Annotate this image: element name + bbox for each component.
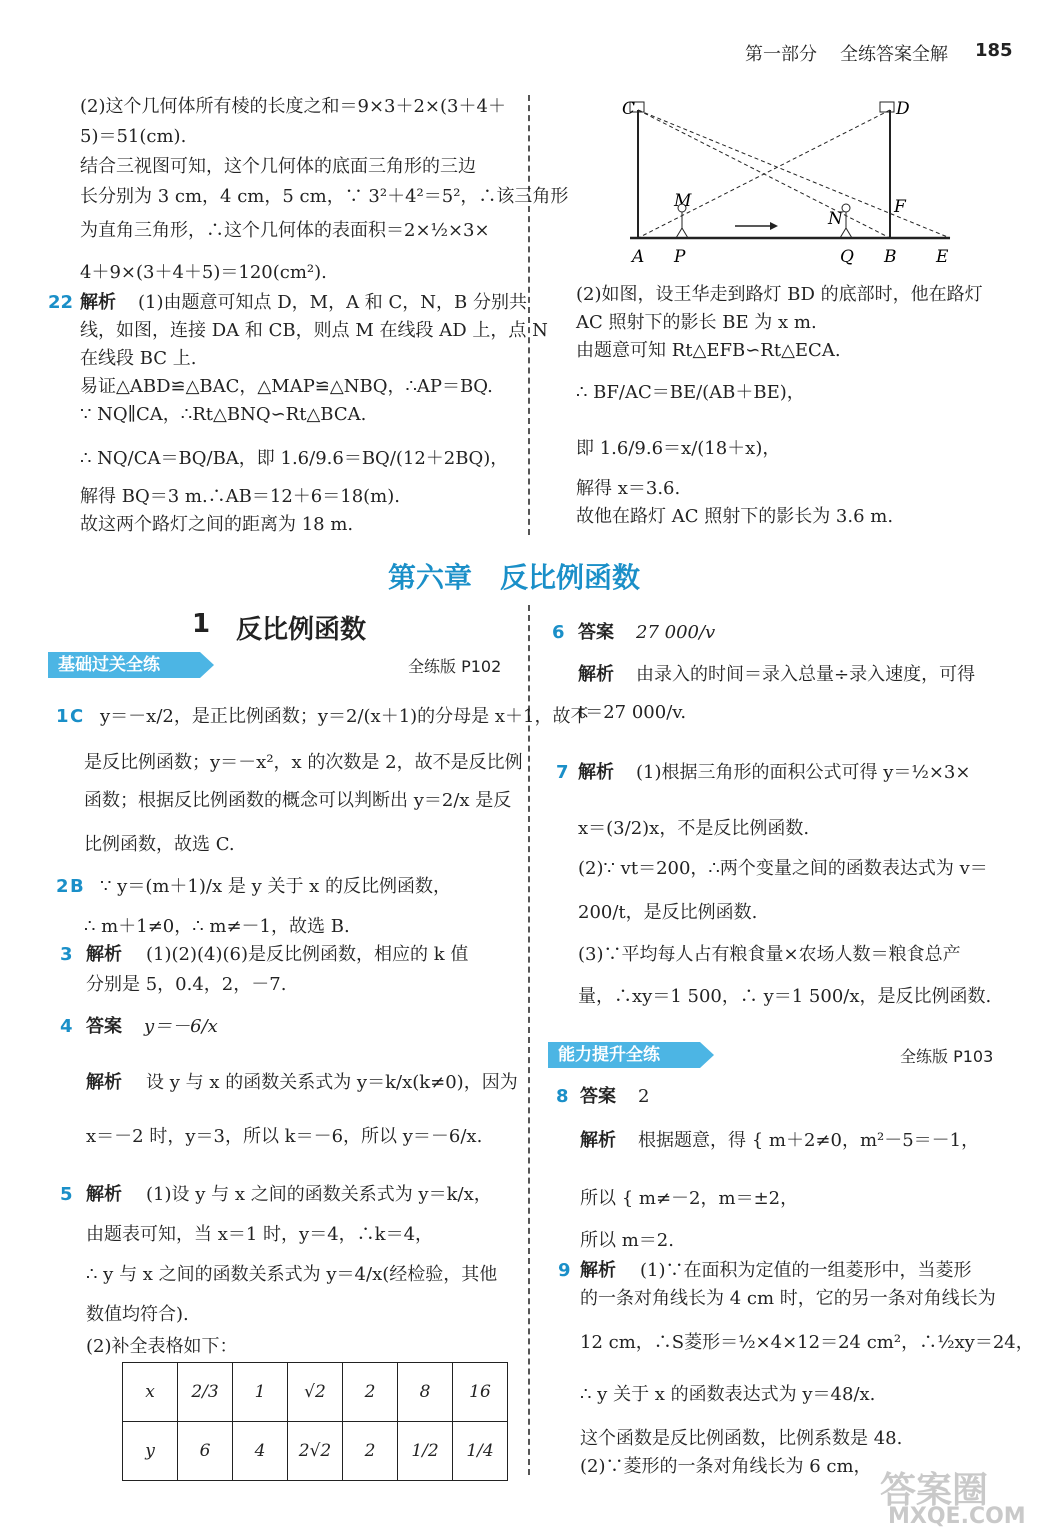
text-line: 所以 { m≠－2，m＝±2， xyxy=(580,1188,799,1209)
answer-tag: 答案 xyxy=(580,1086,616,1107)
table-cell: 2√2 xyxy=(288,1422,343,1481)
label-e: E xyxy=(936,247,949,267)
question-number: 6 xyxy=(552,622,565,643)
question-number: 22 xyxy=(48,292,74,313)
question-number: 4 xyxy=(60,1016,73,1037)
table-cell: √2 xyxy=(288,1363,343,1422)
label-p: P xyxy=(674,247,686,267)
text-line: (2)∵菱形的一条对角线长为 6 cm， xyxy=(580,1456,872,1477)
text-line: (1)由题意可知点 D，M，A 和 C，N，B 分别共 xyxy=(138,292,527,313)
text-line: 为直角三角形，∴这个几何体的表面积＝2×½×3× xyxy=(80,220,490,241)
text-line: (2)这个几何体所有棱的长度之和＝9×3＋2×(3＋4＋ xyxy=(80,96,506,117)
question-number: 9 xyxy=(558,1260,571,1281)
table-cell: 1/4 xyxy=(453,1422,508,1481)
text-line: 故他在路灯 AC 照射下的影长为 3.6 m. xyxy=(576,506,894,527)
table-cell: 2 xyxy=(343,1363,398,1422)
answer-tag: 答案 xyxy=(578,622,614,643)
text-line: (1)(2)(4)(6)是反比例函数，相应的 k 值 xyxy=(146,944,469,965)
text-line: AC 照射下的影长 BE 为 x m. xyxy=(576,312,817,333)
answer-choice: C xyxy=(70,706,84,727)
text-line: 解得 x＝3.6. xyxy=(576,478,681,499)
banner-ref: 全练版 P102 xyxy=(408,657,502,676)
text-line: ∵ NQ∥CA，∴Rt△BNQ∽Rt△BCA. xyxy=(80,404,367,425)
text-line: 结合三视图可知，这个几何体的底面三角形的三边 xyxy=(80,156,476,177)
banner-ref: 全练版 P103 xyxy=(900,1047,994,1066)
walk-arrow-head xyxy=(770,222,778,230)
section-title: 反比例函数 xyxy=(236,615,367,645)
analysis-tag: 解析 xyxy=(80,292,116,313)
table-row xyxy=(123,1422,508,1481)
answer-value: 27 000/v xyxy=(636,622,716,643)
text-line: 量，∴xy＝1 500，∴ y＝1 500/x，是反比例函数. xyxy=(578,986,992,1007)
table-cell: 2/3 xyxy=(178,1363,233,1422)
text-line: ∴ BF/AC＝BE/(AB＋BE)， xyxy=(576,382,805,403)
text-line: x＝－2 时，y＝3，所以 k＝－6，所以 y＝－6/x. xyxy=(86,1126,483,1147)
text-line: 函数；根据反比例函数的概念可以判断出 y＝2/x 是反 xyxy=(84,790,512,811)
label-d: D xyxy=(896,99,910,119)
text-line: ∴ y 关于 x 的函数表达式为 y＝48/x. xyxy=(580,1384,876,1405)
ray-c-e xyxy=(638,110,950,238)
text-line: (1)设 y 与 x 之间的函数关系式为 y＝k/x， xyxy=(146,1184,492,1205)
text-line: 易证△ABD≌△BAC，△MAP≌△NBQ，∴AP＝BQ. xyxy=(80,376,493,397)
text-line: 这个函数是反比例函数，比例系数是 48. xyxy=(580,1428,903,1449)
analysis-tag: 解析 xyxy=(86,1072,122,1093)
question-number: 3 xyxy=(60,944,73,965)
text-line: 解得 BQ＝3 m.∴AB＝12＋6＝18(m). xyxy=(80,486,400,507)
text-line: 所以 m＝2. xyxy=(580,1230,674,1251)
answer-choice: B xyxy=(70,876,84,897)
lamp-shadow-diagram xyxy=(600,90,960,270)
table-cell: 1 xyxy=(233,1363,288,1422)
answer-tag: 答案 xyxy=(86,1016,122,1037)
section-number: 1 xyxy=(192,609,211,639)
analysis-tag: 解析 xyxy=(578,762,614,783)
question-number: 5 xyxy=(60,1184,73,1205)
text-line: (1)根据三角形的面积公式可得 y＝½×3× xyxy=(636,762,971,783)
watermark-logo: 答案圈 xyxy=(880,1470,989,1511)
text-line: ∴ NQ/CA＝BQ/BA，即 1.6/9.6＝BQ/(12＋2BQ)， xyxy=(80,448,509,469)
banner-basic-practice: 基础过关全练 xyxy=(48,652,200,678)
text-line: 长分别为 3 cm，4 cm，5 cm，∵ 3²＋4²＝5²，∴该三角形 xyxy=(80,186,569,207)
text-line: (2)∵ vt＝200，∴两个变量之间的函数表达式为 v＝ xyxy=(578,858,988,879)
text-line: 5)＝51(cm). xyxy=(80,126,187,147)
answer-value: 2 xyxy=(638,1086,650,1107)
text-line: (2)如图，设王华走到路灯 BD 的底部时，他在路灯 xyxy=(576,284,983,305)
label-f: F xyxy=(894,197,906,217)
text-line: ∴ m＋1≠0，∴ m≠－1，故选 B. xyxy=(84,916,350,937)
label-c: C xyxy=(622,99,636,119)
text-line: x＝(3/2)x，不是反比例函数. xyxy=(578,818,810,839)
header-part: 第一部分 xyxy=(745,44,817,65)
lamp-d xyxy=(880,102,894,112)
table-cell: 8 xyxy=(398,1363,453,1422)
analysis-tag: 解析 xyxy=(580,1130,616,1151)
label-m: M xyxy=(674,191,692,211)
text-line: (3)∵平均每人占有粮食量×农场人数＝粮食总产 xyxy=(578,944,961,965)
text-line: 线，如图，连接 DA 和 CB，则点 M 在线段 AD 上，点 N xyxy=(80,320,548,341)
table-cell: 1/2 xyxy=(398,1422,453,1481)
text-line: ∵ y＝(m＋1)/x 是 y 关于 x 的反比例函数， xyxy=(100,876,452,897)
analysis-tag: 解析 xyxy=(86,944,122,965)
table-cell: x xyxy=(123,1363,178,1422)
text-line: 比例函数，故选 C. xyxy=(84,834,235,855)
page-number: 185 xyxy=(975,40,1013,61)
text-line: 分别是 5，0.4，2，－7. xyxy=(86,974,287,995)
text-line: 4＋9×(3＋4＋5)＝120(cm²). xyxy=(80,262,327,283)
table-cell: 2 xyxy=(343,1422,398,1481)
label-n: N xyxy=(828,209,843,229)
header-subtitle: 全练答案全解 xyxy=(840,44,948,65)
text-line: 即 1.6/9.6＝x/(18＋x)， xyxy=(576,438,781,459)
text-line: 根据题意，得 { m＋2≠0，m²－5＝－1， xyxy=(638,1130,980,1151)
text-line: 故这两个路灯之间的距离为 18 m. xyxy=(80,514,354,535)
watermark-url: MXQE.COM xyxy=(888,1504,1026,1529)
table-cell: 16 xyxy=(453,1363,508,1422)
text-line: 由题表可知，当 x＝1 时，y＝4，∴k＝4， xyxy=(86,1224,434,1245)
table-cell: 6 xyxy=(178,1422,233,1481)
question-number: 8 xyxy=(556,1086,569,1107)
text-line: 数值均符合). xyxy=(86,1304,189,1325)
label-q: Q xyxy=(840,247,854,267)
text-line: (1)∵在面积为定值的一组菱形中，当菱形 xyxy=(640,1260,972,1281)
text-line: 在线段 BC 上. xyxy=(80,348,197,369)
answer-value: y＝－6/x xyxy=(144,1016,218,1037)
text-line: (2)补全表格如下： xyxy=(86,1336,238,1357)
text-line: 200/t，是反比例函数. xyxy=(578,902,758,923)
text-line: ∴ y 与 x 之间的函数关系式为 y＝4/x(经检验，其他 xyxy=(86,1264,498,1285)
table-row xyxy=(123,1363,508,1422)
question-number: 2 xyxy=(56,876,69,897)
banner-ability-practice: 能力提升全练 xyxy=(548,1042,700,1068)
table-cell: y xyxy=(123,1422,178,1481)
text-line: 由题意可知 Rt△EFB∽Rt△ECA. xyxy=(576,340,841,361)
chapter-title: 第六章 反比例函数 xyxy=(388,561,641,594)
column-divider-bottom xyxy=(528,605,530,1475)
table-cell: 4 xyxy=(233,1422,288,1481)
text-line: 12 cm，∴S菱形＝½×4×12＝24 cm²，∴½xy＝24， xyxy=(580,1332,1034,1353)
analysis-tag: 解析 xyxy=(86,1184,122,1205)
text-line: 由录入的时间＝录入总量÷录入速度，可得 xyxy=(636,664,976,685)
label-b: B xyxy=(884,247,897,267)
question-number: 7 xyxy=(556,762,569,783)
analysis-tag: 解析 xyxy=(578,664,614,685)
text-line: t＝27 000/v. xyxy=(578,702,687,723)
analysis-tag: 解析 xyxy=(580,1260,616,1281)
label-a: A xyxy=(632,247,645,267)
question-number: 1 xyxy=(56,706,69,727)
text-line: 的一条对角线长为 4 cm 时，它的另一条对角线长为 xyxy=(580,1288,996,1309)
value-table xyxy=(122,1362,508,1481)
column-divider-top xyxy=(528,95,530,535)
text-line: 是反比例函数；y＝－x²，x 的次数是 2，故不是反比例 xyxy=(84,752,523,773)
text-line: 设 y 与 x 的函数关系式为 y＝k/x(k≠0)，因为 xyxy=(146,1072,518,1093)
text-line: y＝－x/2，是正比例函数；y＝2/(x＋1)的分母是 x＋1，故不 xyxy=(100,706,589,727)
